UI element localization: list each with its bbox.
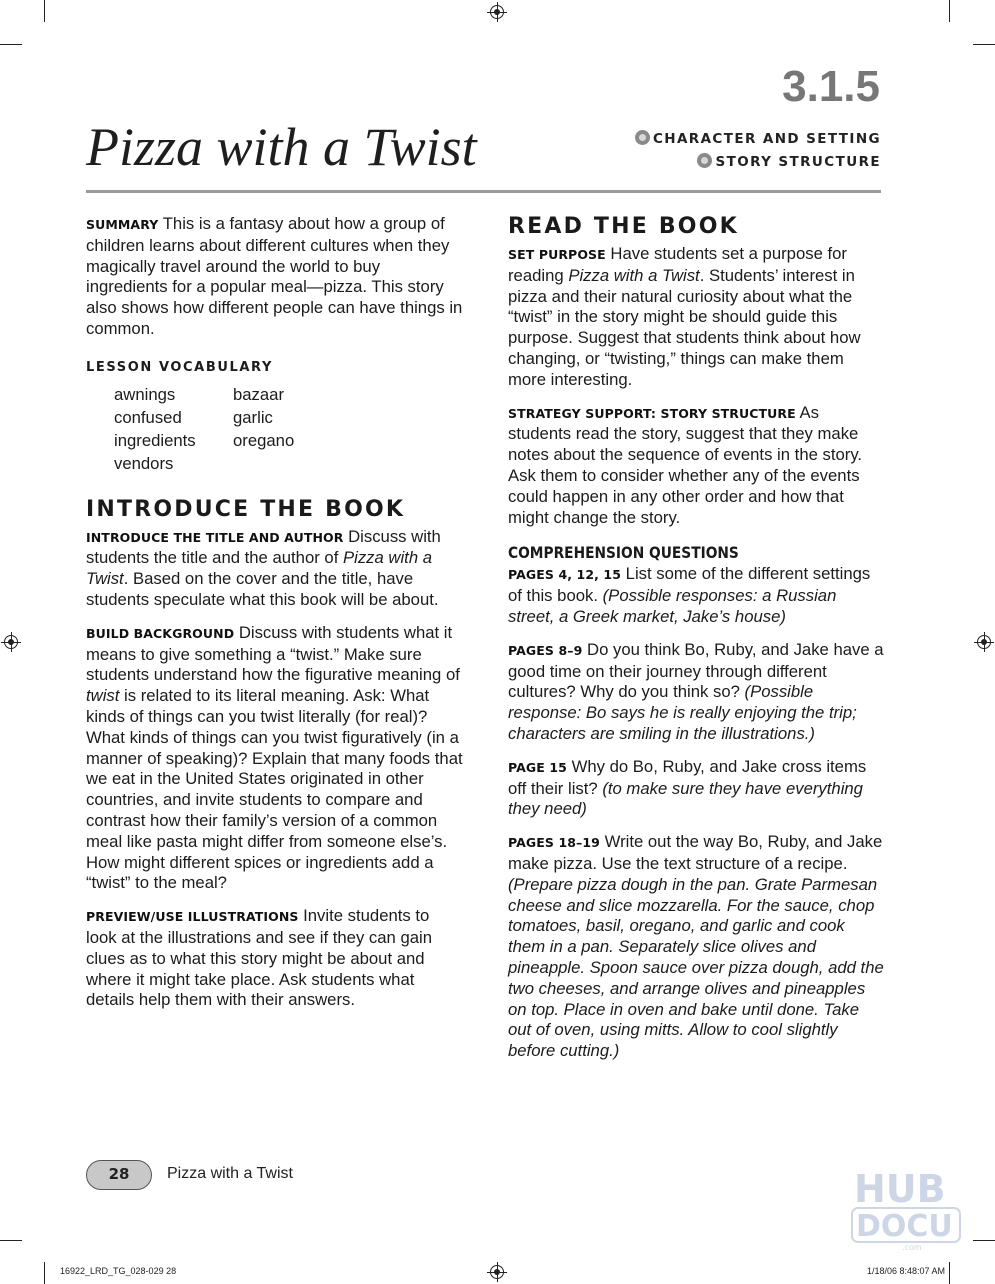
registration-mark-icon	[4, 635, 18, 649]
crop-mark	[949, 0, 950, 22]
crop-mark	[973, 1240, 995, 1241]
print-slug-left: 16922_LRD_TG_028-029 28	[60, 1266, 177, 1276]
question-pages: PAGES 4, 12, 15	[508, 567, 622, 583]
page-title: Pizza with a Twist	[86, 117, 477, 177]
vocab-word: ingredients	[114, 430, 196, 450]
question-pages: PAGE 15	[508, 759, 567, 775]
vocab-word: confused	[114, 407, 182, 427]
vocab-word: awnings	[114, 384, 176, 404]
page-number-badge: 28	[86, 1160, 152, 1190]
question-answer: (Prepare pizza dough in the pan. Grate Parmesan cheese and slice mozzarella. For the sauce, chop tomatoes, basil, oregano, and garlic and cook them in a pan. Separately slice olives and pineapple. Spoon sauce over pizza dough, add the two cheeses, and arrange olives and pineapples on top. Place in oven and bake until done. Take out of oven, using mitts. Allow to cool slightly before cutting.)	[508, 874, 884, 1061]
introduce-text: . Based on the cover and the title, have students speculate what this book will be about.	[86, 569, 439, 609]
vocabulary-section	[86, 358, 464, 475]
header-divider	[86, 190, 881, 193]
introduce-heading: INTRODUCE THE BOOK	[86, 496, 406, 522]
question-text: List some of the different settings of this book.	[508, 564, 871, 606]
introduce-paragraph	[86, 527, 464, 611]
skill-label: CHARACTER AND SETTING	[652, 131, 881, 147]
background-label: BUILD BACKGROUND	[86, 625, 235, 641]
emphasis-word: twist	[86, 686, 120, 706]
question-answer: (Possible responses: a Russian street, a Greek market, Jake’s house)	[508, 586, 837, 626]
question-answer: (Possible response: Bo says he is really enjoying the trip; characters are smiling in the illustrations.)	[508, 682, 857, 743]
watermark-line3: .com	[902, 1243, 922, 1252]
running-title: Pizza with a Twist	[167, 1165, 293, 1182]
crop-mark	[949, 1262, 950, 1284]
crop-mark	[0, 44, 22, 45]
vocab-word: garlic	[233, 407, 273, 427]
crop-mark	[973, 44, 995, 45]
watermark-line2: DOCU	[856, 1209, 953, 1244]
summary	[86, 214, 464, 340]
question-item	[508, 757, 884, 820]
hubdocu-watermark-logo	[850, 1166, 962, 1252]
introduce-text: Discuss with students the title and the author of	[86, 526, 441, 568]
left-column	[86, 214, 464, 1023]
purpose-label: SET PURPOSE	[508, 247, 606, 262]
background-text: is related to its literal meaning. Ask: What kinds of things can you twist literally (for real)? What kinds of things can you twist figuratively (in a manner of speaking)? Explain that many foods that we eat in the United States originated in other countries, and invite students to compare and contrast how their family’s version of a common meal like pasta might differ from someone else’s. How might different spices or ingredients add a “twist” to the meal?	[86, 686, 463, 893]
book-title-ref: Pizza with a Twist	[86, 548, 433, 589]
question-item	[508, 640, 884, 745]
background-text: Discuss with students what it means to give something a “twist.” Make sure students understand how the figurative meaning of	[86, 622, 460, 685]
vocab-word: vendors	[114, 453, 174, 473]
crop-mark	[44, 0, 45, 22]
comprehension-heading: COMPREHENSION QUESTIONS	[508, 543, 739, 563]
purpose-text: Have students set a purpose for reading	[508, 244, 847, 285]
question-pages: PAGES 8–9	[508, 642, 583, 658]
question-pages: PAGES 18–19	[508, 835, 600, 851]
preview-text: Invite students to look at the illustrations and see if they can gain clues as to what this story might be about and where it might take place. Ask students what details help them with their answers.	[86, 906, 433, 1010]
background-paragraph	[86, 623, 464, 894]
vocabulary-list	[114, 383, 464, 475]
question-text: Write out the way Bo, Ruby, and Jake make pizza. Use the text structure of a recipe.	[508, 832, 883, 873]
purpose-text: . Students’ interest in pizza and their natural curiosity about what the “twist” in the story might be should guide this purpose. Suggest that students think about how changing, or “twisting,” things can make them more interesting.	[508, 265, 861, 389]
question-item	[508, 832, 884, 1062]
skill-label: STORY STRUCTURE	[715, 154, 881, 170]
skill-tag	[635, 130, 881, 147]
crop-mark	[44, 1262, 45, 1284]
target-bullet-icon	[697, 153, 712, 168]
read-heading: READ THE BOOK	[508, 214, 739, 239]
question-answer: (to make sure they have everything they need)	[508, 778, 863, 819]
strategy-text: As students read the story, suggest that they make notes about the sequence of events in the story. Ask them to consider whether any of the events could happen in any other order and how that might change the story.	[508, 402, 863, 527]
right-column	[508, 214, 884, 1074]
skill-tag	[697, 153, 881, 170]
print-slug-right: 1/18/06 8:48:07 AM	[866, 1266, 945, 1276]
preview-label: PREVIEW/USE ILLUSTRATIONS	[86, 909, 299, 925]
crop-mark	[0, 1240, 22, 1241]
question-item	[508, 564, 884, 627]
strategy-label: STRATEGY SUPPORT: STORY STRUCTURE	[508, 405, 796, 421]
watermark-line1: HUB	[854, 1167, 946, 1211]
summary-text: This is a fantasy about how a group of children learns about different cultures when they magically travel around the world to buy ingredients for a popular meal—pizza. This story also shows how different people can have things in common.	[86, 214, 463, 338]
target-bullet-icon	[635, 130, 650, 145]
vocab-word: oregano	[233, 430, 295, 450]
summary-label: SUMMARY	[86, 217, 159, 232]
registration-mark-icon	[977, 635, 991, 649]
registration-mark-icon	[490, 5, 504, 19]
purpose-paragraph	[508, 244, 884, 391]
question-text: Why do Bo, Ruby, and Jake cross items off their list?	[508, 756, 867, 798]
preview-paragraph	[86, 906, 464, 1011]
strategy-paragraph	[508, 403, 884, 529]
vocabulary-heading: LESSON VOCABULARY	[86, 359, 273, 375]
registration-mark-icon	[490, 1265, 504, 1279]
question-text: Do you think Bo, Ruby, and Jake have a good time on their journey through different cultures? Why do you think so?	[508, 639, 884, 702]
book-title-ref: Pizza with a Twist	[568, 265, 700, 285]
lesson-number: 3.1.5	[782, 62, 880, 111]
introduce-label: INTRODUCE THE TITLE AND AUTHOR	[86, 529, 344, 545]
vocab-word: bazaar	[233, 384, 285, 404]
